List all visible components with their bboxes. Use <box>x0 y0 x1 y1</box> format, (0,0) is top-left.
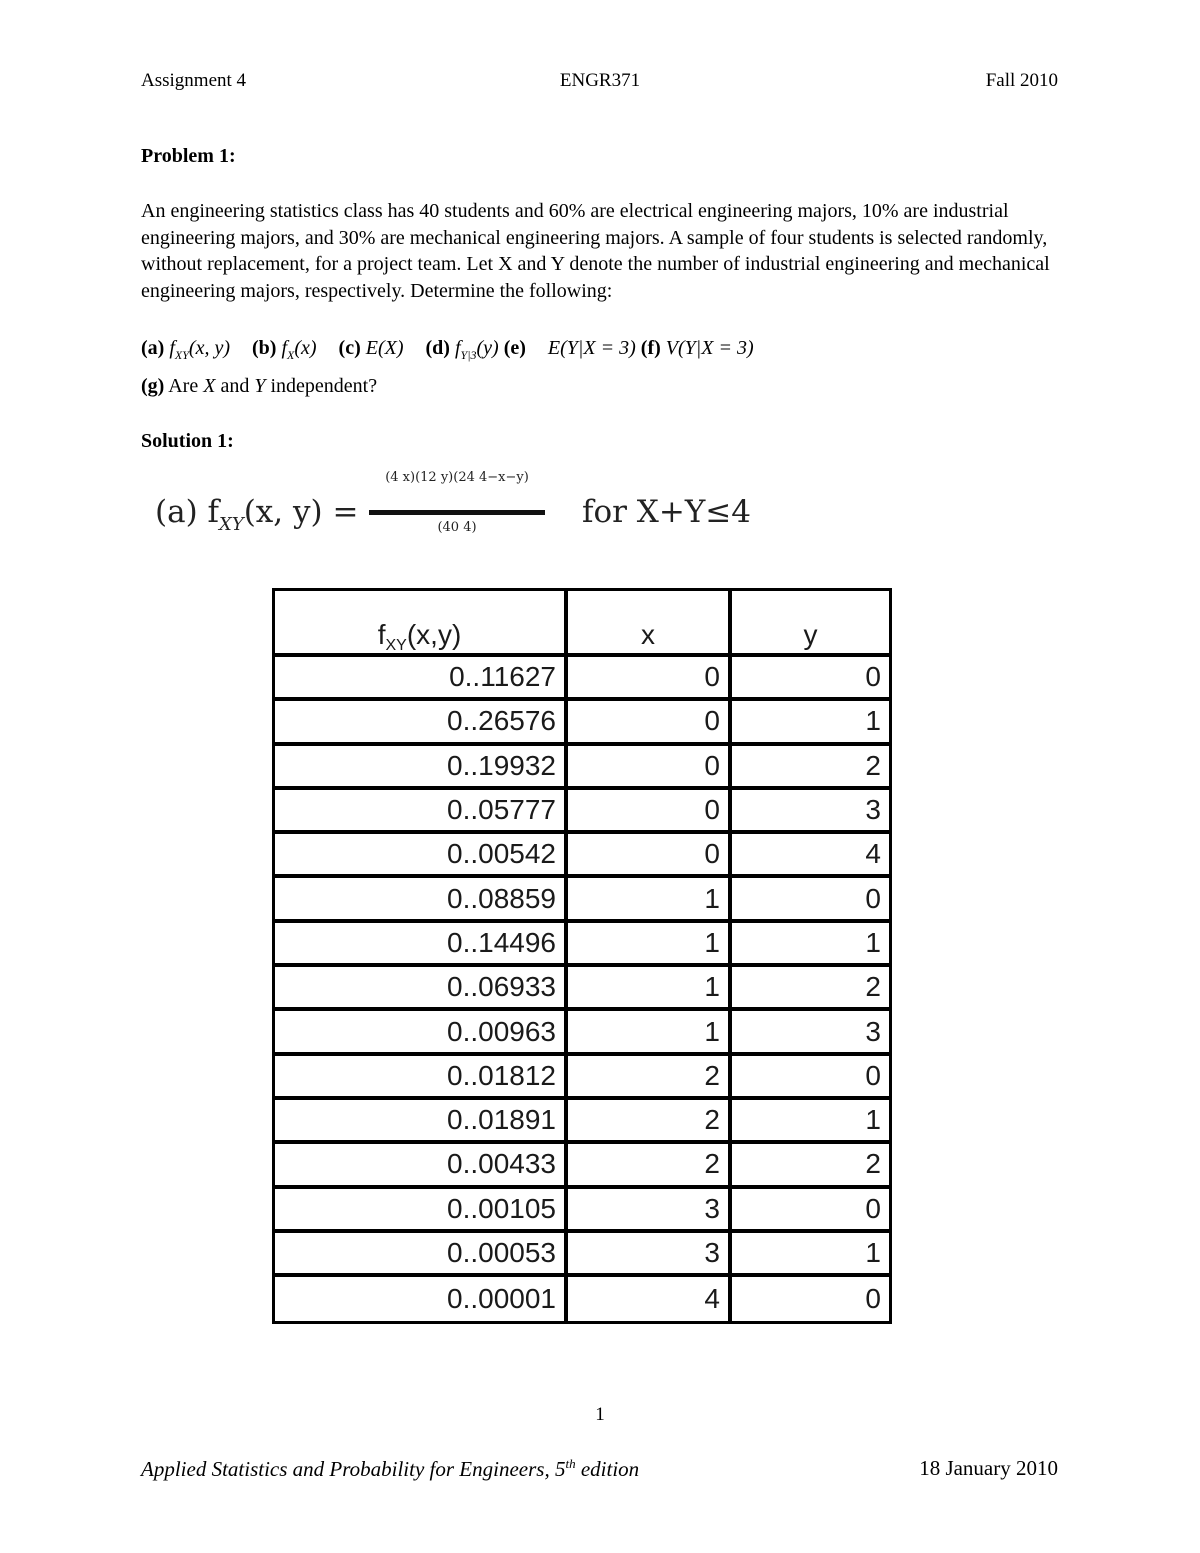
part-d-expr: f <box>454 337 461 359</box>
footer-date: 18 January 2010 <box>919 1456 1058 1480</box>
formula-lhs-args: (x, y) = <box>243 494 359 530</box>
part-b-sub: X <box>287 348 295 362</box>
cell-x: 0 <box>568 790 732 834</box>
cell-probability: 0..11627 <box>275 657 568 701</box>
header-f-args: (x,y) <box>406 619 462 650</box>
cell-y: 3 <box>732 1011 889 1055</box>
table-row <box>275 1011 889 1055</box>
table-row <box>275 790 889 834</box>
footer-textbook-sup: th <box>565 1456 576 1471</box>
header-f: f <box>377 619 386 650</box>
formula-lhs-sub: XY <box>219 514 244 535</box>
formula-lhs <box>155 494 359 535</box>
formula-numerator: (4 x)(12 y)(24 4−x−y) <box>385 470 529 485</box>
cell-probability: 0..05777 <box>275 790 568 834</box>
problem-statement: An engineering statistics class has 40 students and 60% are electrical engineering majors, 10% are industrial engineering majors, and 30% are mechanical engineering majors. A sample of four students is selected randomly, without replacement, for a project team. Let X and Y denote the number of industrial engineering and mechanical engineering majors, respectively. Determine the following: <box>141 200 1050 302</box>
table-row <box>275 657 889 701</box>
footer-textbook-edition: edition <box>575 1457 640 1481</box>
cell-y: 4 <box>732 834 889 878</box>
part-a-args: (x, y) <box>188 337 230 359</box>
cell-y: 2 <box>732 746 889 790</box>
part-d-sub: Y|3 <box>460 348 477 362</box>
header-course: ENGR371 <box>559 70 641 91</box>
part-g-x: X <box>203 375 216 397</box>
table-row <box>275 701 889 745</box>
part-b-label: (b) <box>251 337 277 359</box>
problem-parts-line <box>141 337 754 360</box>
table-row <box>275 1233 889 1277</box>
part-g-question: independent? <box>270 375 378 397</box>
part-c-expr: E(X) <box>365 337 404 359</box>
cell-probability: 0..08859 <box>275 878 568 922</box>
part-f-expr: V(Y|X = 3) <box>665 337 754 359</box>
cell-y: 0 <box>732 1056 889 1100</box>
part-a-sub: XY <box>174 348 189 362</box>
cell-x: 2 <box>568 1100 732 1144</box>
part-g-and: and <box>220 375 250 397</box>
cell-y: 1 <box>732 701 889 745</box>
table-header-row <box>275 591 889 657</box>
cell-y: 0 <box>732 1189 889 1233</box>
table-row <box>275 834 889 878</box>
cell-x: 0 <box>568 834 732 878</box>
cell-probability: 0..00433 <box>275 1144 568 1188</box>
footer-textbook-title: Applied Statistics and Probability for Engineers, 5 <box>141 1457 566 1481</box>
cell-x: 1 <box>568 967 732 1011</box>
solution-heading: Solution 1: <box>141 430 234 452</box>
part-b-expr: f <box>281 337 287 359</box>
part-b-args: (x) <box>294 337 317 359</box>
column-header-fxy <box>275 591 568 657</box>
cell-y: 0 <box>865 1283 881 1315</box>
part-g-text: Are <box>168 375 199 397</box>
part-a-expr: f <box>169 337 175 359</box>
table-row <box>275 1144 889 1188</box>
cell-y: 1 <box>732 1100 889 1144</box>
table-row <box>275 1189 889 1233</box>
part-e-expr: E(Y|X = 3) <box>547 337 636 359</box>
formula-denominator: (40 4) <box>437 520 477 535</box>
cell-x: 4 <box>568 1277 732 1321</box>
part-a-label: (a) <box>141 337 165 359</box>
cell-x: 0 <box>568 746 732 790</box>
column-header-y: y <box>732 591 889 657</box>
header-f-sub: XY <box>385 637 407 654</box>
table-row <box>275 878 889 922</box>
table-row <box>275 1100 889 1144</box>
cell-probability: 0..01891 <box>275 1100 568 1144</box>
part-e-label: (e) <box>503 337 526 359</box>
part-d-args: (y) <box>476 337 499 359</box>
cell-probability: 0..14496 <box>275 923 568 967</box>
cell-probability: 0..00053 <box>275 1233 568 1277</box>
cell-x: 1 <box>568 1011 732 1055</box>
cell-x: 2 <box>568 1056 732 1100</box>
problem-heading: Problem 1: <box>141 145 236 167</box>
cell-x: 2 <box>568 1144 732 1188</box>
cell-probability: 0..00542 <box>275 834 568 878</box>
cell-y: 2 <box>732 1144 889 1188</box>
cell-probability: 0..26576 <box>275 701 568 745</box>
cell-x: 3 <box>568 1233 732 1277</box>
header-term: Fall 2010 <box>985 70 1058 91</box>
part-g-label: (g) <box>141 375 165 397</box>
cell-probability: 0..01812 <box>275 1056 568 1100</box>
cell-x: 1 <box>568 878 732 922</box>
column-header-x: x <box>568 591 732 657</box>
joint-pmf-formula <box>155 466 755 556</box>
cell-x: 3 <box>568 1189 732 1233</box>
cell-y: 1 <box>732 1233 889 1277</box>
cell-probability: 0..00001 <box>275 1277 568 1321</box>
cell-y: 0 <box>732 878 889 922</box>
footer-textbook <box>141 1456 639 1482</box>
cell-x: 0 <box>568 657 732 701</box>
cell-y: 1 <box>732 923 889 967</box>
part-c-label: (c) <box>338 337 361 359</box>
table-row <box>275 967 889 1011</box>
table-row <box>275 746 889 790</box>
joint-probability-table <box>272 588 892 1324</box>
cell-x: 1 <box>568 923 732 967</box>
cell-y: 0 <box>732 657 889 701</box>
cell-y: 2 <box>732 967 889 1011</box>
page-number: 1 <box>595 1404 605 1425</box>
cell-probability: 0..19932 <box>275 746 568 790</box>
formula-fraction <box>369 466 545 552</box>
cell-x: 0 <box>568 701 732 745</box>
header-assignment: Assignment 4 <box>141 70 247 91</box>
cell-probability: 0..06933 <box>275 967 568 1011</box>
part-f-label: (f) <box>640 337 661 359</box>
part-d-label: (d) <box>425 337 450 359</box>
cell-probability: 0..00105 <box>275 1189 568 1233</box>
formula-lhs-f: (a) f <box>155 494 219 530</box>
formula-condition: for X+Y≤4 <box>582 494 752 530</box>
table-row <box>275 1056 889 1100</box>
table-row <box>275 923 889 967</box>
fraction-bar <box>369 510 545 515</box>
part-g-y: Y <box>254 375 266 397</box>
cell-probability: 0..00963 <box>275 1011 568 1055</box>
table-row <box>275 1277 889 1321</box>
cell-y: 3 <box>732 790 889 834</box>
problem-parts-line-g <box>141 375 377 398</box>
